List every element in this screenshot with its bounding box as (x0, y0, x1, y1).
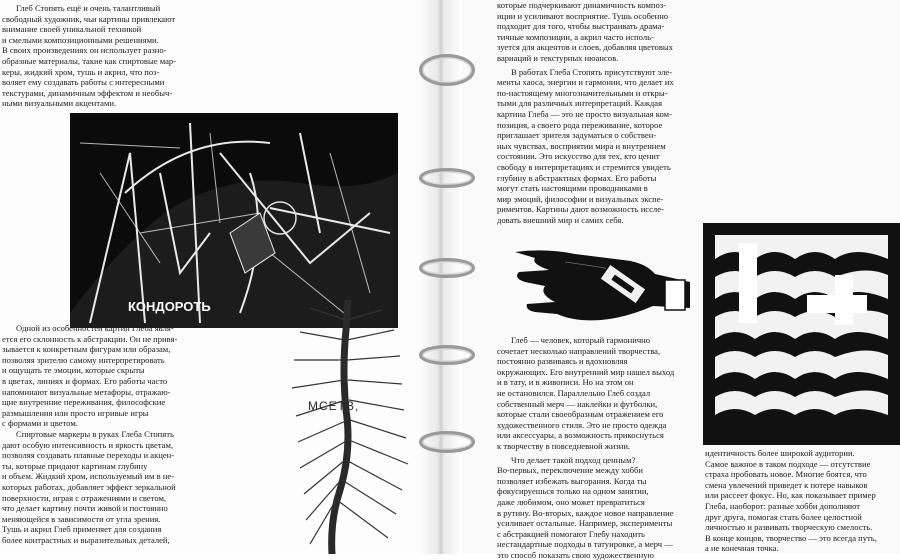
text-line: текстурами, динамичным эффектом и необыч- (2, 87, 173, 98)
artwork-illustration (70, 113, 398, 328)
text-line: а не конечная точка. (705, 543, 779, 554)
text-line: свободу в интерпретациях и стремится увидеть (497, 161, 671, 172)
text-line: это способ показать свою художественную (497, 549, 654, 560)
text-line: позволяя создавать плавные переходы и акцен- (2, 450, 175, 461)
text-line: зывается к конкретным фигурам или образам, (2, 344, 171, 355)
text-line: к творчеству в повседневной жизни. (497, 440, 631, 451)
text-line: художественного стиля. Это не просто одежда (497, 419, 667, 430)
text-line: собственный мерч — наклейки и футболки, (497, 398, 658, 409)
text-line: смена увлечений приведет к потере навыков (705, 479, 868, 490)
text-line: личностью и развивать творческую смелость. (705, 522, 873, 533)
text-line: нестандартные подходы в татуировке, а мерч — (497, 539, 673, 550)
text-line: ными визуальными акцентами. (2, 98, 117, 109)
text-line: размышления или просто игривые игры (2, 407, 149, 418)
text-line: и в тату, и в живописи. Но на этом он (497, 377, 634, 388)
text-line: и ощущать те эмоции, которые скрыты (2, 365, 145, 376)
text-line: риментов. Картины дают возможность иссле- (497, 204, 664, 215)
text-line: которые стали своеобразным отражением его (497, 409, 664, 420)
right-top-paragraph (497, 0, 697, 225)
text-line: которых работах, добавляет эффект зеркальной (2, 481, 176, 492)
text-line: В своих произведениях он использует разно- (2, 45, 167, 56)
text-line: или аксессуары, а возможность прикоснуться (497, 430, 664, 441)
text-line: Во-первых, переключение между хобби (497, 465, 644, 476)
text-line: Одной из особенностей картин Глеба явля- (16, 323, 174, 333)
binder-rings-drawing (412, 50, 482, 510)
text-line: В конце концов, творчество — это всегда путь, (705, 532, 877, 543)
abstraction-paragraph (2, 323, 190, 545)
text-line: воляет ему создавать работы с интересными (2, 77, 165, 88)
text-line: тыми для различных интерпретаций. Каждая (497, 98, 663, 109)
text-line: с абстракцией помогают Глебу находить (497, 528, 645, 539)
right-bottom-paragraph (705, 448, 897, 554)
centipede-drawing (270, 300, 420, 554)
text-line: более контрастных и выразительных деталей, (2, 534, 170, 545)
text-line: страха пробовать новое. Многие боятся, что (705, 469, 867, 480)
binder-rings (412, 50, 482, 510)
framed-artwork-canvas (715, 235, 888, 433)
text-line: картина Глеба — это не просто визуальная ком- (497, 108, 672, 119)
text-line: не остановился. Параллельно Глеб создал (497, 387, 651, 398)
text-line: по-настоящему многозначительными и откры- (497, 87, 668, 98)
text-line: позволяя зрителю самому интерпретировать (2, 354, 165, 365)
hand-razor-illustration (505, 222, 695, 332)
text-line: даже любимом, оно может превратиться (497, 496, 645, 507)
text-line: напоминают визуальные метафоры, отражаю- (2, 386, 171, 397)
text-line: Что делает такой подход ценным? (511, 454, 636, 465)
text-line: Спиртовые маркеры в руках Глеба Стопять (16, 428, 174, 439)
text-line: усиливает остальные. Например, эксперименты (497, 518, 673, 529)
text-line: в цветах, линиях и формах. Его работы часто (2, 375, 168, 386)
text-line: свободный художник, чьи картины привлекают (2, 13, 176, 24)
text-line: Глеб Стопять ещё и очень талантливый (16, 3, 161, 13)
text-line: приглашает зрителя задуматься о собствен- (497, 130, 657, 141)
text-line: позиция, а своего рода переживание, которое (497, 119, 663, 130)
text-line: состоянии. Это искусство для тех, кто ценит (497, 151, 660, 162)
text-line: что делает картину почти живой и постоянно (2, 503, 168, 514)
text-line: и смелыми композиционными решениями. (2, 34, 159, 45)
artwork-caption: КОНДОРОТЬ (128, 299, 211, 314)
intro-paragraph (2, 3, 192, 109)
text-line: ты, которые придают картинам глубину (2, 460, 148, 471)
text-line: меняющейся в зависимости от угла зрения. (2, 513, 161, 524)
text-line: идентичность более широкой аудитории. (705, 448, 855, 458)
text-line: могут стать настоящими проводниками в (497, 183, 648, 194)
centipede-illustration (270, 300, 420, 554)
framed-artwork-drawing (715, 235, 888, 433)
text-line: или рассеет фокус. Но, как показывает пример (705, 490, 876, 501)
text-line: Самое важное в таком подходе — отсутствие (705, 458, 871, 469)
text-line: глубину в абстрактных формах. Его работы (497, 172, 657, 183)
hand-razor-drawing (505, 222, 695, 332)
text-line: иции и усиливают восприятие. Тушь особенно (497, 10, 669, 21)
text-line: фокусируешься только на одном занятии, (497, 486, 649, 497)
text-line: менты хаоса, энергии и гармонии, что делает их (497, 77, 674, 88)
text-line: в рутину. Во-вторых, каждое новое направление (497, 507, 674, 518)
text-line: вариаций и текстурных нюансов. (497, 52, 619, 63)
text-line: довать внешний мир и самих себя. (497, 214, 624, 225)
text-line: внимание своей уникальной техникой (2, 24, 142, 35)
text-line: ных чувствах, восприятии мира и внутреннем (497, 140, 666, 151)
text-line: В работах Глеба Стопять присутствуют эле- (511, 66, 673, 77)
right-middle-paragraph (497, 335, 697, 560)
text-line: щие внутренние переживания, философские (2, 397, 166, 408)
text-line: Глеб — человек, который гармонично (511, 335, 651, 345)
text-line: Глеба, наоборот: разные хобби дополняют (705, 500, 861, 511)
text-line: постоянно развиваясь и вдохновляя (497, 356, 628, 367)
artwork-photo (70, 113, 398, 328)
text-line: Тушь и акрил Глеб применяет для создания (2, 524, 162, 535)
text-line: ется его склонность к абстракции. Он не привя- (2, 333, 178, 344)
text-line: позволяет избежать выгорания. Когда ты (497, 475, 647, 486)
text-line: керы, жидкий хром, тушь и акрил, что поз- (2, 66, 160, 77)
text-line: дают особую интенсивность и яркость цветам, (2, 439, 174, 450)
text-line: тичные композиции, а акрил часто исполь- (497, 31, 654, 42)
text-line: образные материалы, такие как спиртовые мар- (2, 55, 177, 66)
text-line: поверхности, играя с отражениями и светом, (2, 492, 167, 503)
text-line: друг друга, помогая стать более целостной (705, 511, 862, 522)
centipede-caption: МСЕТВ, (308, 399, 360, 413)
text-line: сочетает несколько направлений творчества, (497, 345, 661, 356)
text-line: и объем. Жидкий хром, используемый им в не- (2, 471, 175, 482)
text-line: подходит для того, чтобы выстраивать драма- (497, 21, 665, 32)
text-line: окружающих. Его внутренний мир нашел выход (497, 366, 675, 377)
framed-artwork (703, 223, 900, 445)
text-line: которые подчеркивают динамичность композ- (497, 0, 667, 10)
text-line: мир эмоций, философии и визуальных экспе- (497, 193, 664, 204)
text-line: зуется для акцентов и слоев, добавляя цветовых (497, 42, 673, 53)
text-line: с формами и цветом. (2, 418, 78, 429)
